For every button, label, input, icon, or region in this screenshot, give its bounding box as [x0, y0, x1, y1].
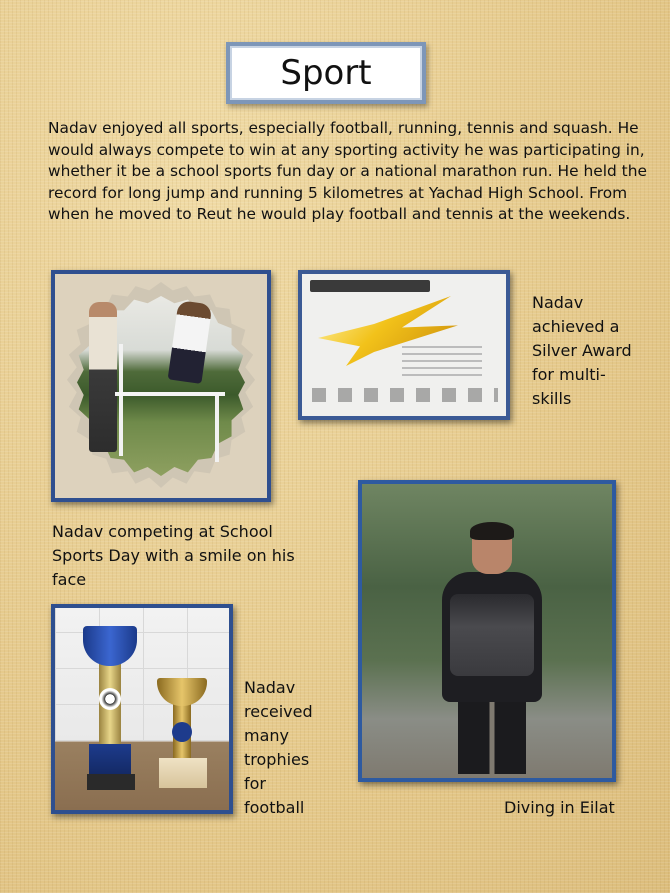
diver-legs	[458, 702, 526, 774]
trophies-photo	[51, 604, 233, 814]
certificate-caption: Nadav achieved a Silver Award for multi-skills	[532, 293, 632, 408]
sports-day-caption: Nadav competing at School Sports Day with a smile on his face	[52, 522, 295, 589]
silver-award-certificate	[298, 270, 510, 420]
gold-trophy-base	[159, 758, 207, 788]
buoyancy-vest	[450, 594, 534, 676]
high-jump-bar	[115, 392, 225, 396]
sports-day-photo	[51, 270, 271, 502]
page-title-box	[226, 42, 426, 104]
blue-trophy-base	[89, 744, 131, 774]
high-jump-post-right	[215, 392, 219, 462]
high-jump-post-left	[119, 344, 123, 456]
diving-photo	[358, 480, 616, 782]
teacher-figure	[89, 302, 117, 452]
diver-figure	[436, 524, 548, 774]
blue-trophy-plate	[87, 774, 135, 790]
football-emblem	[99, 688, 121, 710]
intro-paragraph: Nadav enjoyed all sports, especially football, running, tennis and squash. He would always compete to win at any sporting activity he was participating in, whether it be a school sports fun day or a national marathon run. He held the record for long jump and running 5 kilometres at Yachad High School. From when he moved to Reut he would play football and tennis at the weekends.	[48, 119, 647, 223]
certificate-text-lines	[402, 346, 482, 376]
diver-hair	[470, 522, 514, 540]
gold-trophy-badge	[172, 722, 192, 742]
tiled-wall	[55, 608, 229, 741]
certificate-header-logo	[310, 280, 430, 292]
diver-face	[472, 538, 512, 574]
page-title: Sport	[280, 53, 372, 93]
trophies-caption: Nadav received many trophies for football	[244, 678, 313, 817]
diving-caption: Diving in Eilat	[504, 798, 615, 817]
certificate-signatures	[312, 388, 498, 402]
